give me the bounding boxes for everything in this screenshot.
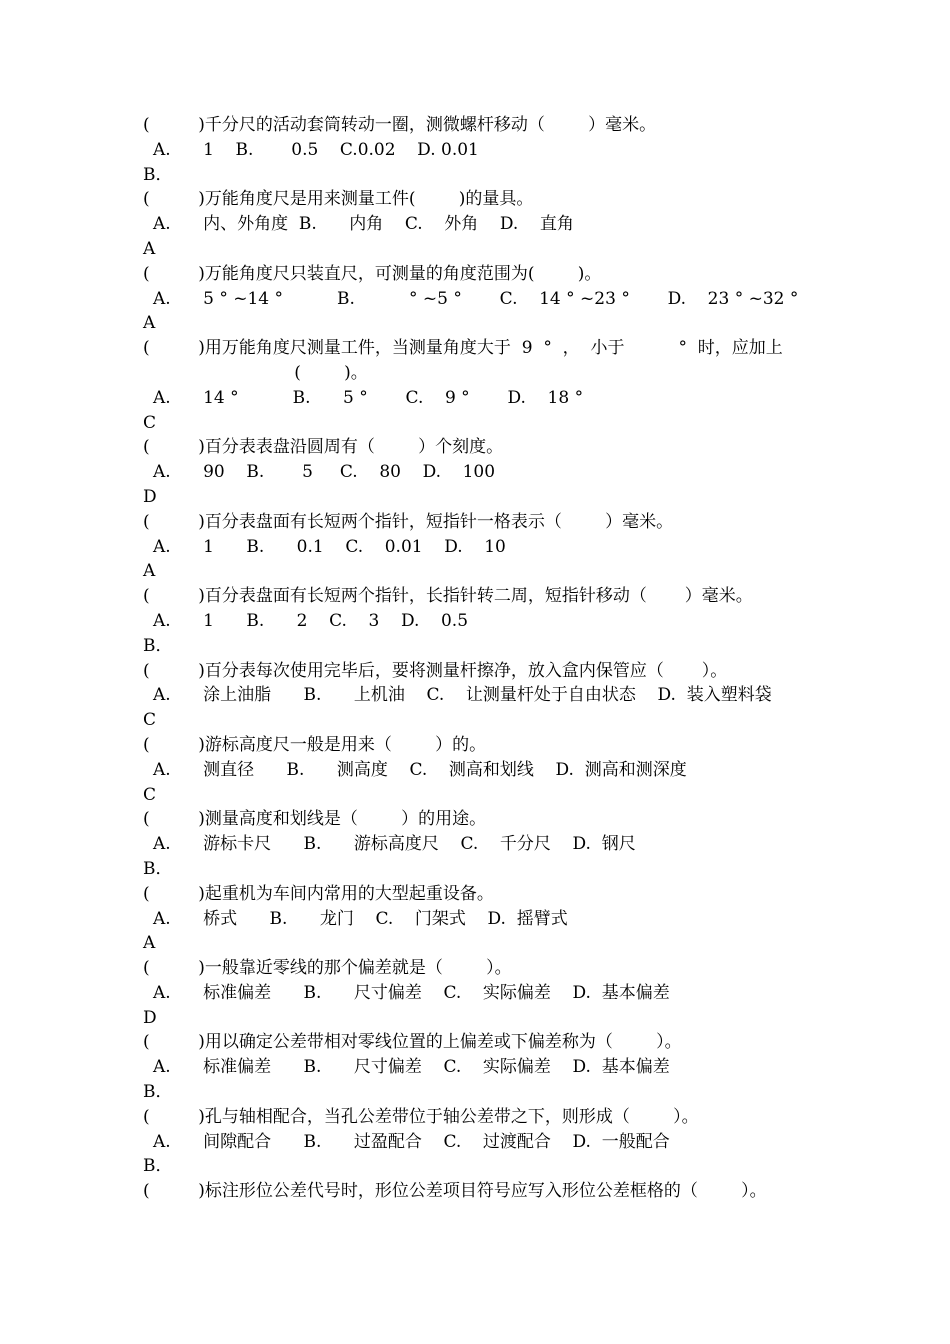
question-text: ( )起重机为车间内常用的大型起重设备。: [143, 883, 494, 904]
question-answer: B．: [143, 164, 173, 185]
question-answer: C: [143, 412, 157, 433]
question-10: [143, 807, 823, 881]
question-6: [143, 510, 823, 584]
question-text: ( )游标高度尺一般是用来（ ）的。: [143, 734, 487, 755]
question-options: A. 1 B. 0.1 C. 0.01 D. 10: [153, 536, 506, 557]
question-text: ( )百分表每次使用完毕后，要将测量杆擦净，放入盒内保管应（ ）。: [143, 660, 728, 681]
question-answer: B．: [143, 1156, 173, 1177]
question-answer: A: [143, 238, 156, 259]
question-text: ( )孔与轴相配合，当孔公差带位于轴公差带之下，则形成（ ）。: [143, 1106, 699, 1127]
question-answer: B．: [143, 858, 173, 879]
question-options: A. 标准偏差 B. 尺寸偏差 C. 实际偏差 D. 基本偏差: [153, 982, 670, 1003]
question-text: ( )用万能角度尺测量工件，当测量角度大于 9 ° ， 小于 ° 时，应加上: [143, 338, 783, 359]
question-answer: A: [143, 933, 156, 954]
question-15: [143, 1179, 823, 1204]
question-14: [143, 1105, 823, 1179]
question-2: [143, 187, 823, 261]
question-1: [143, 113, 823, 187]
question-options: A. 游标卡尺 B. 游标高度尺 C. 千分尺 D. 钢尺: [153, 834, 636, 855]
question-8: [143, 659, 823, 733]
question-answer: B．: [143, 1082, 173, 1103]
question-list: [143, 113, 823, 1204]
question-5: [143, 435, 823, 509]
question-answer: A: [143, 561, 156, 582]
question-options: A. 14 ° B. 5 ° C. 9 ° D. 18 °: [153, 387, 584, 408]
question-options: A. 内、外角度 B. 内角 C. 外角 D. 直角: [153, 214, 574, 235]
question-options: A. 间隙配合 B. 过盈配合 C. 过渡配合 D. 一般配合: [153, 1131, 670, 1152]
question-text: ( )测量高度和划线是（ ）的用途。: [143, 809, 487, 830]
question-options: A. 桥式 B. 龙门 C. 门架式 D. 摇臂式: [153, 908, 568, 929]
question-text: ( )百分表盘面有长短两个指针，短指针一格表示（ ）毫米。: [143, 511, 674, 532]
question-text-continued: ( )。: [143, 362, 368, 383]
question-12: [143, 956, 823, 1030]
question-answer: D: [143, 1007, 157, 1028]
question-options: A. 涂上油脂 B. 上机油 C. 让测量杆处于自由状态 D. 装入塑料袋: [153, 685, 772, 706]
question-11: [143, 882, 823, 956]
question-text: ( )标注形位公差代号时，形位公差项目符号应写入形位公差框格的（ ）。: [143, 1181, 767, 1202]
question-text: ( )一般靠近零线的那个偏差就是（ ）。: [143, 958, 512, 979]
question-answer: C: [143, 710, 157, 731]
question-options: A. 90 B. 5 C. 80 D. 100: [153, 462, 496, 483]
question-text: ( )万能角度尺只装直尺，可测量的角度范围为( )。: [143, 263, 602, 284]
question-options: A. 1 B. 0.5 C.0.02 D. 0.01: [153, 139, 479, 160]
question-text: ( )百分表盘面有长短两个指针，长指针转二周，短指针移动（ ）毫米。: [143, 586, 753, 607]
question-3: [143, 262, 823, 336]
question-answer: D: [143, 486, 157, 507]
question-7: [143, 584, 823, 658]
question-4: [143, 336, 823, 435]
question-options: A. 测直径 B. 测高度 C. 测高和划线 D. 测高和测深度: [153, 759, 687, 780]
question-answer: B．: [143, 635, 173, 656]
question-text: ( )百分表表盘沿圆周有（ ）个刻度。: [143, 437, 504, 458]
question-answer: A: [143, 313, 156, 334]
question-text: ( )用以确定公差带相对零线位置的上偏差或下偏差称为（ ）。: [143, 1032, 682, 1053]
question-13: [143, 1030, 823, 1104]
question-text: ( )万能角度尺是用来测量工件( )的量具。: [143, 189, 534, 210]
question-9: [143, 733, 823, 807]
question-options: A. 1 B. 2 C. 3 D. 0.5: [153, 610, 469, 631]
question-options: A. 标准偏差 B. 尺寸偏差 C. 实际偏差 D. 基本偏差: [153, 1057, 670, 1078]
question-text: ( )千分尺的活动套筒转动一圈，测微螺杆移动（ ）毫米。: [143, 115, 657, 135]
question-options: A. 5 ° ~14 ° B. ° ~5 ° C. 14 ° ~23 ° D. 23 ° ~32 °: [153, 288, 799, 309]
question-answer: C: [143, 784, 157, 805]
